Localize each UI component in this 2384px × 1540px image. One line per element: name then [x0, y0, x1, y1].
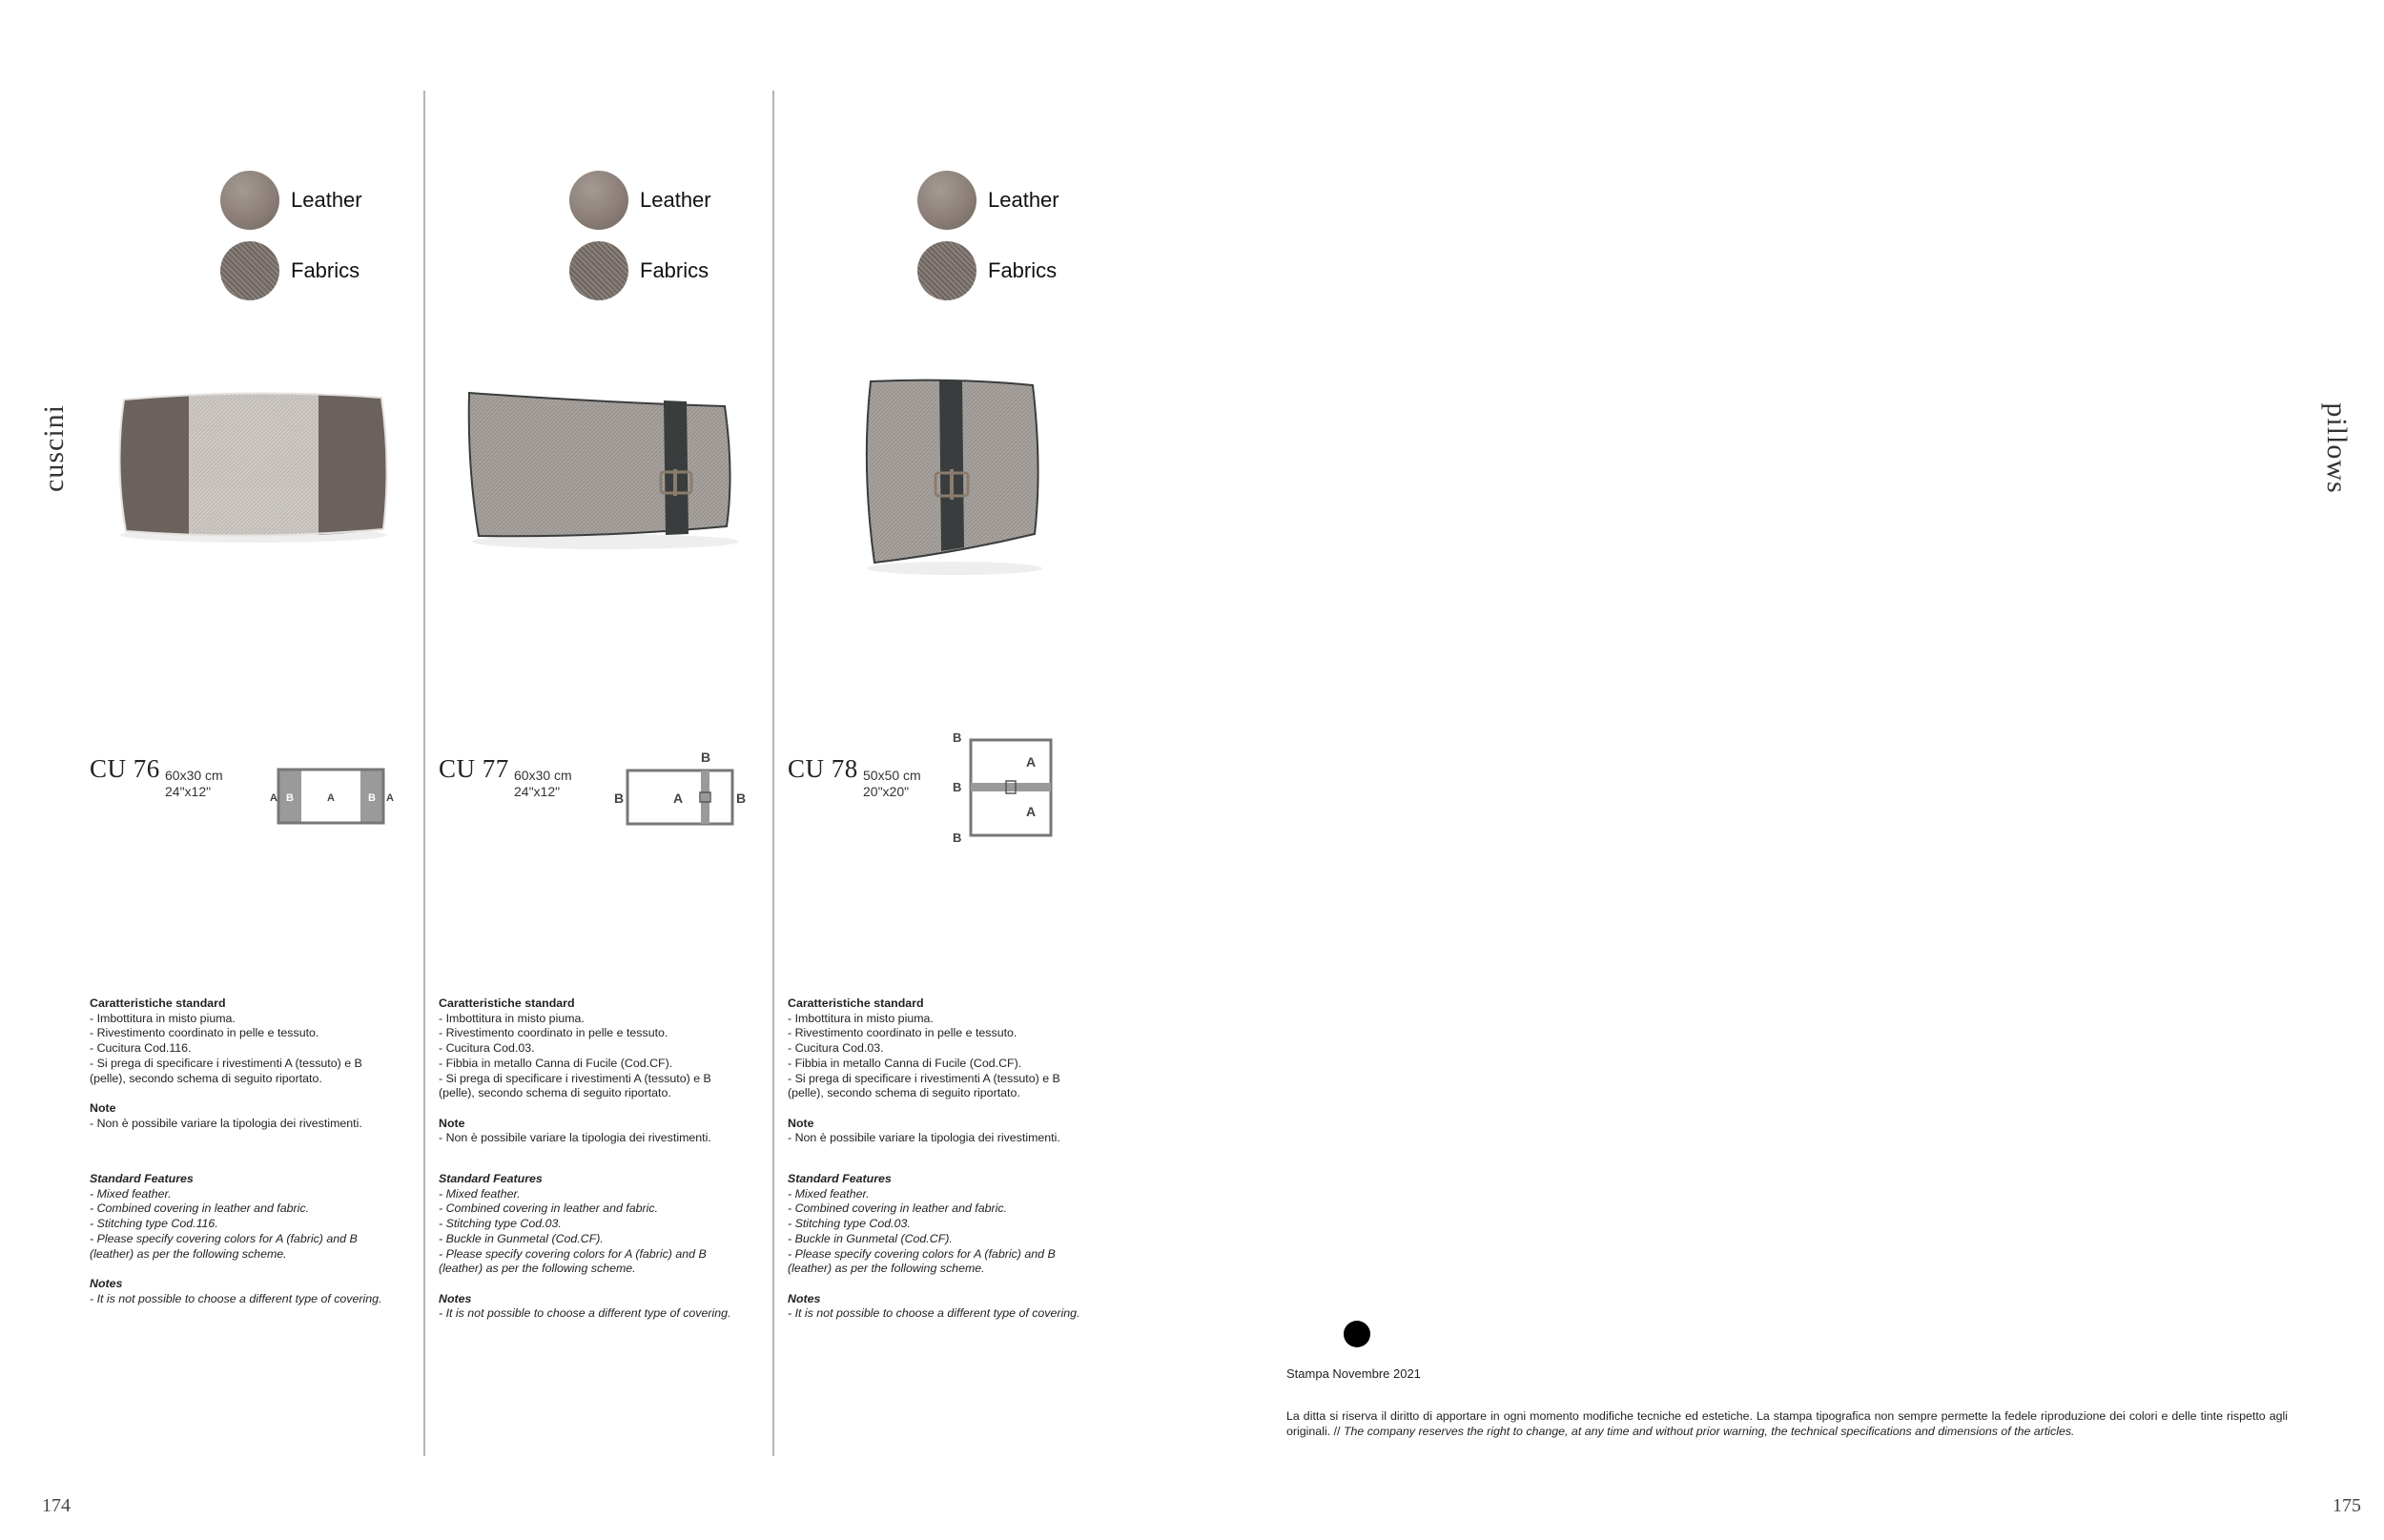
note-heading: Notes: [439, 1291, 472, 1305]
scheme-letter: B: [953, 831, 962, 845]
specs-italian: [90, 996, 362, 1131]
dimension-cm: 50x50 cm: [863, 768, 921, 783]
specs-heading: Caratteristiche standard: [788, 996, 924, 1010]
spec-line: - Mixed feather.: [439, 1186, 521, 1201]
scheme-letter: B: [286, 792, 294, 804]
scheme-letter: B: [368, 792, 376, 804]
model-code: CU 77: [439, 754, 509, 783]
product-column-cu78: [788, 0, 1136, 1540]
spec-line: - Rivestimento coordinato in pelle e tessuto.: [90, 1026, 319, 1040]
disclaimer: [1286, 1408, 2288, 1439]
pillow-image: [448, 381, 753, 563]
spec-line: - Stitching type Cod.116.: [90, 1217, 218, 1231]
material-leather: [569, 171, 711, 230]
spec-line: - Fibbia in metallo Canna di Fucile (Cod.CF).: [439, 1056, 673, 1070]
disclaimer-english: The company reserves the right to change, at any time and without prior warning, the technical specifications and dimensions of the articles.: [1343, 1425, 2075, 1438]
black-dot-marker: [1344, 1321, 1370, 1347]
specs-heading: Caratteristiche standard: [90, 996, 226, 1010]
scheme-letter: B: [701, 749, 711, 765]
material-leather: [220, 171, 362, 230]
note-heading: Notes: [90, 1276, 123, 1290]
spec-line: - Si prega di specificare i rivestimenti A (tessuto) e B: [788, 1071, 1060, 1085]
fabric-swatch-icon: [917, 241, 976, 300]
covering-scheme-diagram: [950, 727, 1064, 851]
scheme-letter: A: [1026, 754, 1037, 770]
scheme-letter: B: [953, 730, 962, 745]
specs-english: [439, 1172, 731, 1322]
material-leather: [917, 171, 1059, 230]
specs-heading: Caratteristiche standard: [439, 996, 575, 1010]
page-number-left: 174: [42, 1495, 71, 1516]
note-line: - It is not possible to choose a different type of covering.: [439, 1306, 731, 1321]
leather-swatch-icon: [917, 171, 976, 230]
spec-line: (leather) as per the following scheme.: [439, 1262, 636, 1276]
spec-line: - Stitching type Cod.03.: [439, 1217, 562, 1231]
spec-line: - Si prega di specificare i rivestimenti A (tessuto) e B: [439, 1071, 711, 1085]
spec-line: - Combined covering in leather and fabric.: [788, 1201, 1008, 1216]
specs-heading: Standard Features: [439, 1172, 543, 1185]
spec-line: - Buckle in Gunmetal (Cod.CF).: [439, 1231, 604, 1245]
model-code: CU 78: [788, 754, 858, 783]
material-fabrics: [220, 241, 360, 300]
spec-line: - Please specify covering colors for A (fabric) and B: [439, 1246, 707, 1261]
specs-italian: [788, 996, 1060, 1146]
spec-line: - Mixed feather.: [90, 1186, 172, 1201]
spec-line: - Rivestimento coordinato in pelle e tessuto.: [439, 1026, 668, 1040]
covering-scheme-diagram: [263, 763, 397, 830]
disclaimer-italian: La ditta si riserva il diritto di apportare in ogni momento modifiche tecniche ed estetiche. La stampa tipografica non sempre permette la fedele riproduzione dei colori e delle tinte rispetto agli originali. //: [1286, 1409, 2288, 1438]
note-line: - Non è possibile variare la tipologia dei rivestimenti.: [90, 1116, 362, 1130]
fabric-swatch-icon: [220, 241, 279, 300]
spec-line: - Imbottitura in misto piuma.: [788, 1011, 934, 1025]
fabric-swatch-icon: [569, 241, 628, 300]
note-heading: Note: [90, 1100, 116, 1115]
spec-line: - Stitching type Cod.03.: [788, 1217, 911, 1231]
model-dimensions: [863, 768, 921, 800]
product-column-cu77: [439, 0, 787, 1540]
pillow-image: [99, 386, 404, 558]
spec-line: (pelle), secondo schema di seguito riportato.: [439, 1086, 671, 1100]
material-fabrics: [917, 241, 1057, 300]
material-leather-label: Leather: [640, 188, 711, 212]
spec-line: (pelle), secondo schema di seguito riportato.: [788, 1086, 1020, 1100]
spec-line: - Cucitura Cod.03.: [788, 1041, 884, 1056]
spec-line: - Imbottitura in misto piuma.: [90, 1011, 236, 1025]
scheme-letter: B: [953, 780, 962, 794]
material-fabrics-label: Fabrics: [988, 258, 1058, 282]
spec-line: - Cucitura Cod.03.: [439, 1041, 535, 1056]
specs-heading: Standard Features: [788, 1172, 892, 1185]
dimension-inches: 24"x12": [165, 784, 212, 799]
note-line: - Non è possibile variare la tipologia dei rivestimenti.: [439, 1131, 711, 1145]
scheme-letter: A: [270, 792, 277, 804]
spec-line: - Buckle in Gunmetal (Cod.CF).: [788, 1231, 953, 1245]
model-dimensions: [514, 768, 572, 800]
spec-line: - Rivestimento coordinato in pelle e tessuto.: [788, 1026, 1017, 1040]
dimension-inches: 20"x20": [863, 784, 910, 799]
note-line: - Non è possibile variare la tipologia dei rivestimenti.: [788, 1131, 1060, 1145]
spec-line: - Cucitura Cod.116.: [90, 1041, 192, 1056]
covering-scheme-diagram: [608, 748, 751, 833]
spec-line: - Combined covering in leather and fabric.: [90, 1201, 310, 1216]
spec-line: - Si prega di specificare i rivestimenti A (tessuto) e B: [90, 1056, 362, 1070]
spec-line: - Combined covering in leather and fabric.: [439, 1201, 659, 1216]
note-heading: Notes: [788, 1291, 821, 1305]
page-number-right: 175: [2333, 1495, 2361, 1516]
dimension-cm: 60x30 cm: [165, 768, 223, 783]
material-fabrics-label: Fabrics: [640, 258, 709, 282]
material-leather-label: Leather: [988, 188, 1059, 212]
leather-swatch-icon: [569, 171, 628, 230]
leather-swatch-icon: [220, 171, 279, 230]
scheme-letter: B: [736, 791, 747, 806]
scheme-letter: A: [386, 792, 394, 804]
dimension-inches: 24"x12": [514, 784, 561, 799]
material-fabrics-label: Fabrics: [291, 258, 360, 282]
spec-line: (leather) as per the following scheme.: [788, 1262, 985, 1276]
scheme-letter: A: [327, 792, 335, 804]
side-label-pillows: pillows: [2321, 402, 2353, 494]
print-date: Stampa Novembre 2021: [1286, 1366, 1421, 1381]
scheme-letter: A: [1026, 804, 1037, 819]
model-dimensions: [165, 768, 223, 800]
model-code: CU 76: [90, 754, 160, 783]
scheme-letter: B: [614, 791, 625, 806]
side-label-cuscini: cuscini: [38, 404, 70, 492]
spec-line: (pelle), secondo schema di seguito riportato.: [90, 1071, 322, 1085]
specs-heading: Standard Features: [90, 1172, 194, 1185]
pillow-image: [850, 372, 1059, 582]
material-fabrics: [569, 241, 709, 300]
dimension-cm: 60x30 cm: [514, 768, 572, 783]
spec-line: - Fibbia in metallo Canna di Fucile (Cod.CF).: [788, 1056, 1022, 1070]
material-leather-label: Leather: [291, 188, 362, 212]
spec-line: (leather) as per the following scheme.: [90, 1246, 287, 1261]
product-column-cu76: [90, 0, 438, 1540]
specs-english: [90, 1172, 382, 1306]
spec-line: - Imbottitura in misto piuma.: [439, 1011, 585, 1025]
spec-line: - Please specify covering colors for A (fabric) and B: [90, 1231, 358, 1245]
specs-italian: [439, 996, 711, 1146]
note-line: - It is not possible to choose a different type of covering.: [788, 1306, 1080, 1321]
spec-line: - Please specify covering colors for A (fabric) and B: [788, 1246, 1056, 1261]
note-line: - It is not possible to choose a different type of covering.: [90, 1291, 382, 1305]
specs-english: [788, 1172, 1080, 1322]
note-heading: Note: [788, 1116, 814, 1130]
scheme-letter: A: [673, 791, 684, 806]
note-heading: Note: [439, 1116, 465, 1130]
spec-line: - Mixed feather.: [788, 1186, 870, 1201]
